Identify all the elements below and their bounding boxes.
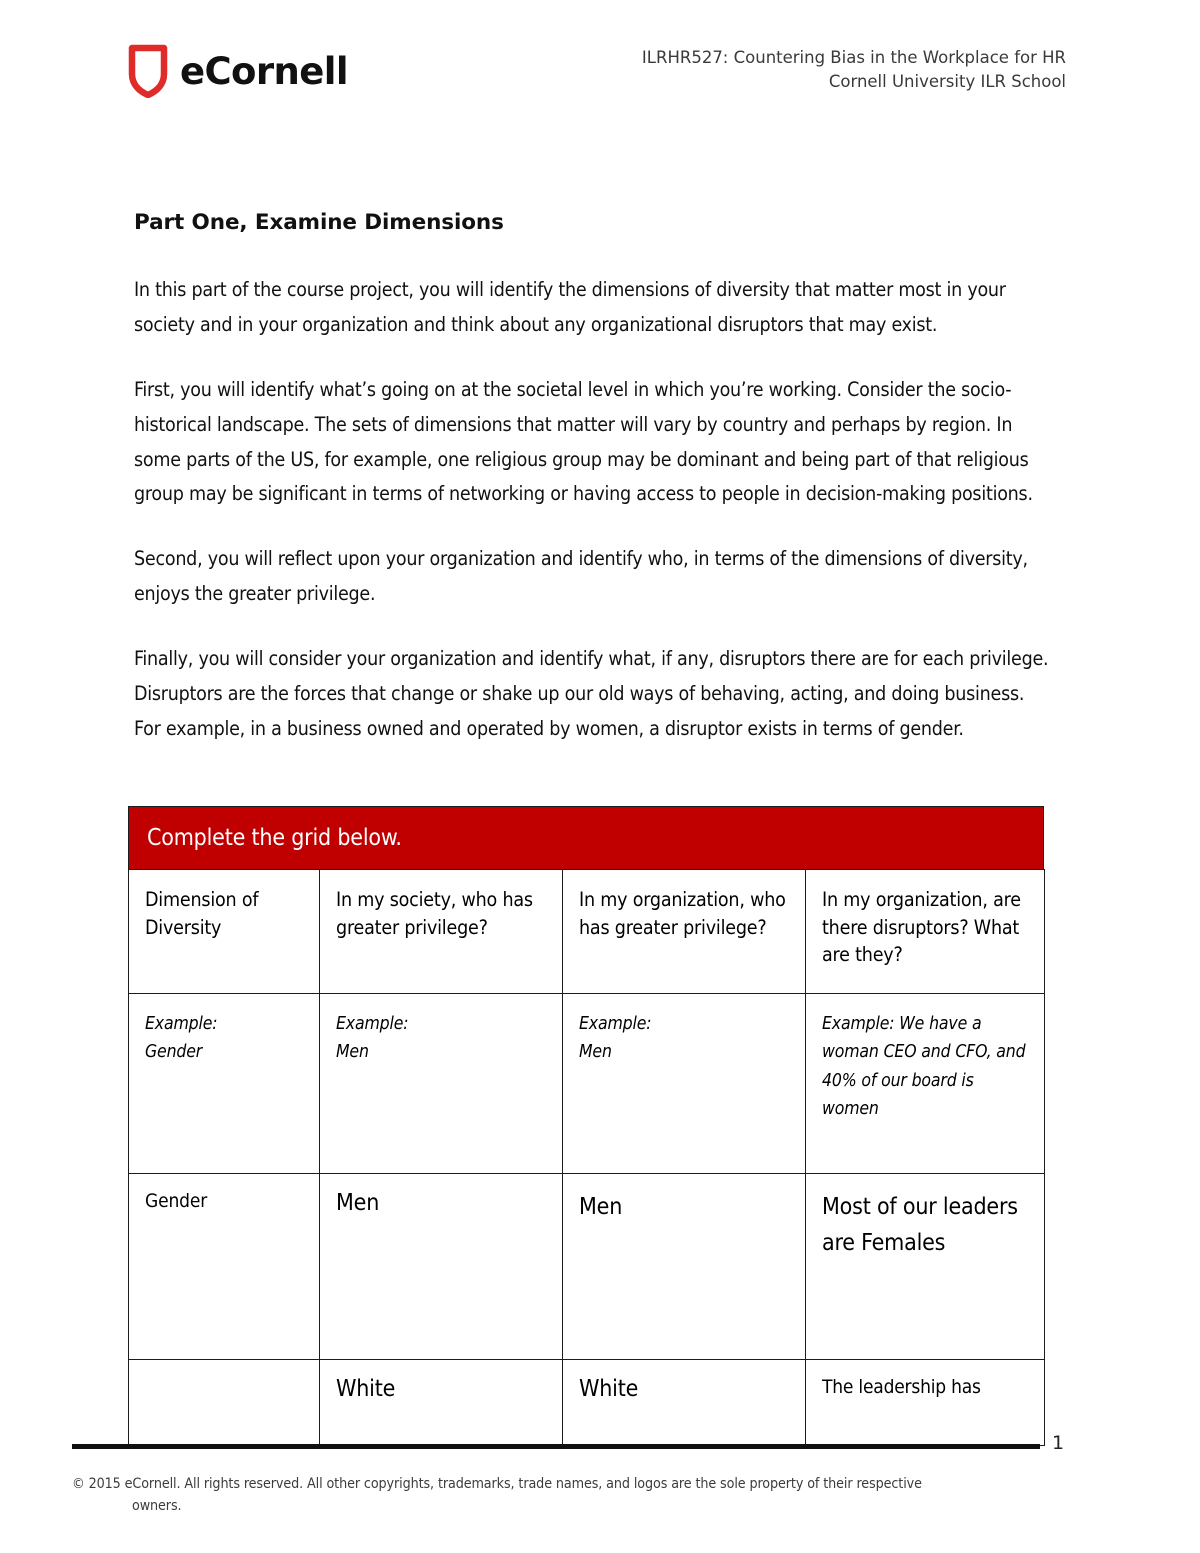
example-cell-organization [563,994,806,1174]
column-header-organization-privilege: In my organization, who has greater privilege? [563,870,806,994]
copyright-line-2: owners. [132,1498,182,1514]
course-school-line: Cornell University ILR School [828,71,1066,91]
grid-banner-label: Complete the grid below. [147,825,402,851]
table-row-example [129,994,1045,1174]
example-cell-society [320,994,563,1174]
row-race-organization[interactable]: White [563,1360,806,1446]
row-gender-dimension[interactable]: Gender [129,1174,320,1360]
first-step-paragraph: First, you will identify what’s going on at the societal level in which you’re working. Consider the socio-historical landscape. The sets of dimensions that matter will vary by country and perhaps by region. In some parts of the US, for example, one religious group may be dominant and being part of that religious group may be significant in terms of networking or having access to people in decision-making positions. [134,377,1033,506]
course-header [642,46,1066,94]
column-header-dimension: Dimension of Diversity [129,870,320,994]
row-race-society[interactable]: White [320,1360,563,1446]
dimensions-grid [128,869,1045,1446]
column-header-society-privilege: In my society, who has greater privilege? [320,870,563,994]
example-organization-value: Men [579,1042,612,1063]
table-row [129,1174,1045,1360]
row-gender-disruptors[interactable]: Most of our leaders are Females [806,1174,1045,1360]
copyright-notice [72,1473,1072,1517]
copyright-line-1: © 2015 eCornell. All rights reserved. All other copyrights, trademarks, trade names, and logos are the sole property of their respective [72,1476,922,1492]
row-gender-society[interactable]: Men [320,1174,563,1360]
page-header [0,44,1200,124]
grid-section [128,806,1044,1446]
final-step-paragraph: Finally, you will consider your organization and identify what, if any, disruptors there are for each privilege. Disruptors are the forces that change or shake up our old ways of behaving, acting, and doing business. For example, in a business owned and operated by women, a disruptor exists in terms of gender. [134,647,1049,740]
intro-paragraph: In this part of the course project, you will identify the dimensions of diversity that matter most in your society and in your organization and think about any organizational disruptors that may exist. [134,278,1006,336]
row-gender-organization[interactable]: Men [563,1174,806,1360]
second-step-paragraph: Second, you will reflect upon your organization and identify who, in terms of the dimensions of diversity, enjoys the greater privilege. [134,547,1028,606]
grid-banner [128,806,1044,869]
table-row [129,1360,1045,1446]
row-race-dimension[interactable] [129,1360,320,1446]
example-society-label: Example: [336,1014,409,1034]
footer-divider [72,1444,1040,1449]
column-header-disruptors: In my organization, are there disruptors? What are they? [806,870,1045,994]
logo-wordmark: eCornell [180,49,348,93]
page-title: Part One, Examine Dimensions [134,210,504,235]
ecornell-logo [128,44,348,98]
example-organization-label: Example: [579,1014,652,1034]
example-cell-disruptors: Example: We have a woman CEO and CFO, and 40% of our board is women [806,994,1045,1174]
example-society-value: Men [336,1042,369,1063]
example-dimension-value: Gender [145,1042,203,1063]
row-race-disruptors[interactable]: The leadership has [806,1360,1045,1446]
example-dimension-label: Example: [145,1014,218,1034]
page-number: 1 [1052,1432,1065,1454]
grid-header-row [129,870,1045,994]
grid-header-row-group [129,870,1045,994]
course-title-line: ILRHR527: Countering Bias in the Workplace for HR [641,48,1066,67]
grid-body [129,994,1045,1446]
shield-icon [128,44,168,98]
example-cell-dimension [129,994,320,1174]
document-body [134,210,1049,747]
